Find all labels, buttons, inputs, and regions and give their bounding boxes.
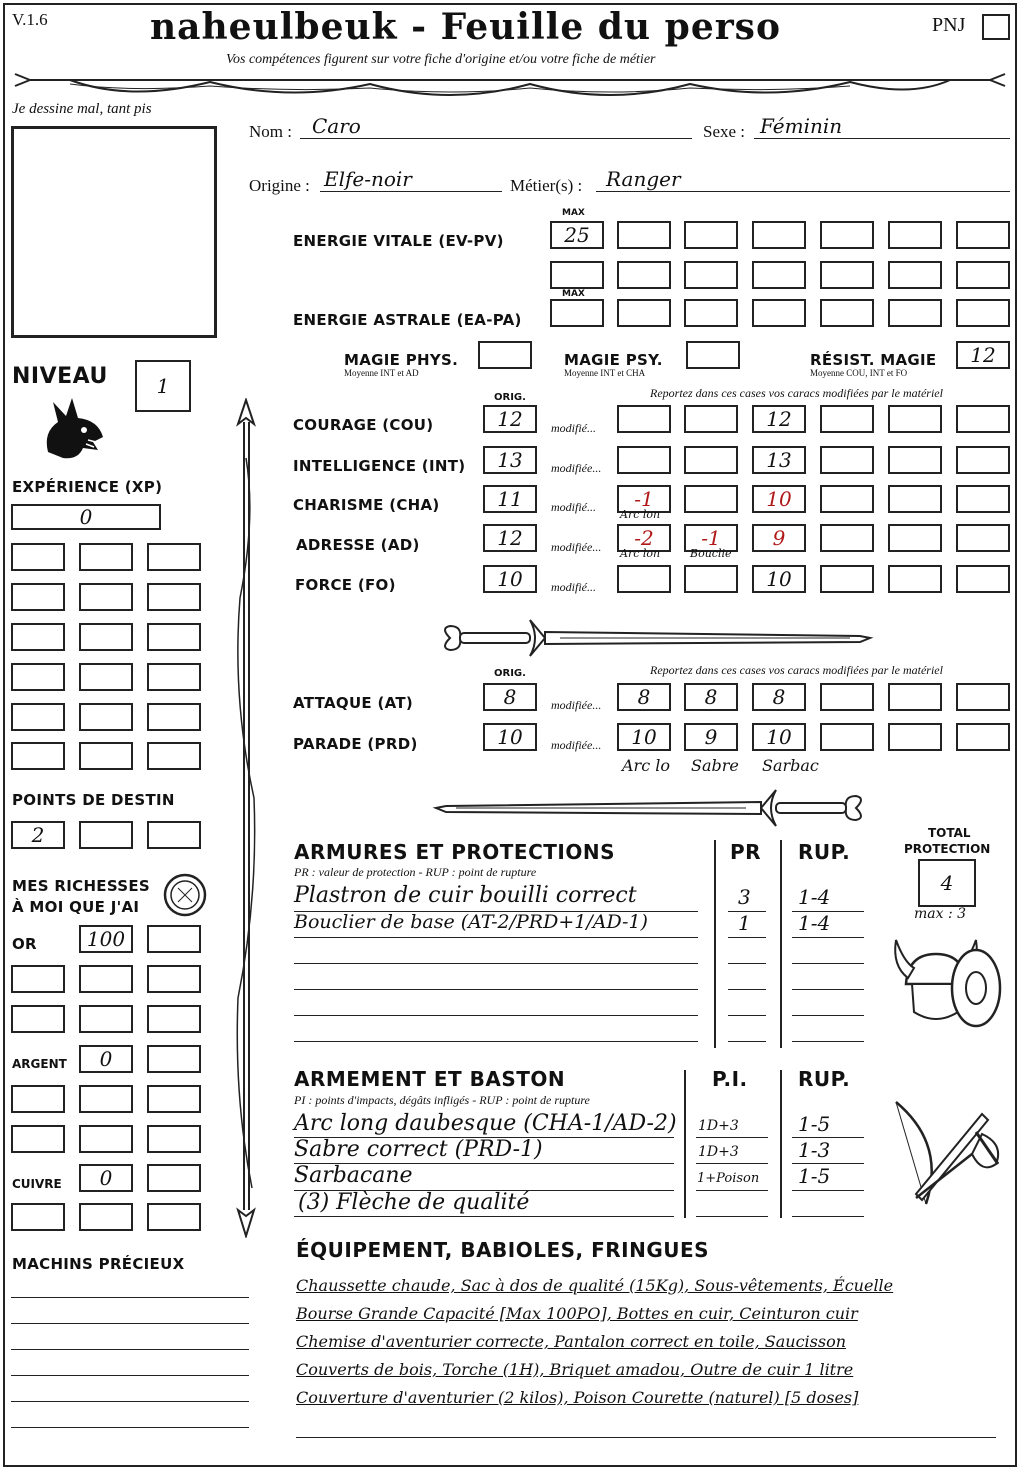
origine-label: Origine :: [249, 176, 310, 195]
charisme-cell[interactable]: [888, 485, 942, 513]
modifiee-label: modifiée...: [551, 461, 602, 475]
cuivre-cell[interactable]: [147, 1164, 201, 1192]
charisme-mod2-field[interactable]: [684, 485, 738, 513]
xp-cell[interactable]: [79, 543, 133, 571]
courage-cell[interactable]: [820, 405, 874, 433]
richesses-label-2: À MOI QUE J'AI: [12, 898, 140, 916]
ea-max-label: MAX: [562, 289, 585, 299]
ev-cell[interactable]: [956, 261, 1010, 289]
armure-line[interactable]: [294, 988, 698, 990]
ev-cell[interactable]: [684, 261, 738, 289]
arme-name[interactable]: Sabre correct (PRD-1): [294, 1137, 543, 1162]
ev-cell[interactable]: [617, 261, 671, 289]
sexe-label: Sexe :: [703, 122, 746, 141]
or-cell[interactable]: [11, 1005, 65, 1033]
armure-line[interactable]: [728, 1040, 766, 1042]
caracs-report-note: Reportez dans ces cases vos caracs modifiées par le matériel: [650, 386, 943, 400]
intelligence-label: INTELLIGENCE (INT): [293, 457, 466, 475]
ea-max-field[interactable]: [550, 299, 604, 327]
arme-line: [792, 1136, 864, 1138]
armures-sub: PR : valeur de protection - RUP : point de rupture: [294, 865, 537, 879]
armure-line: [792, 910, 864, 912]
adresse-mod1-note: Arc lon: [620, 547, 661, 560]
total-protection-field[interactable]: 4: [918, 859, 976, 907]
ev-cell[interactable]: [617, 221, 671, 249]
equipement-line[interactable]: Couverture d'aventurier (2 kilos), Poison Courette (naturel) [5 doses]: [296, 1388, 859, 1407]
modifie-label: modifié...: [551, 500, 596, 514]
machins-line[interactable]: [11, 1426, 249, 1428]
or-label: OR: [12, 935, 37, 953]
adresse-label: ADRESSE (AD): [296, 536, 420, 554]
sword-icon: [430, 612, 876, 664]
charisme-mod1-note: Arc lon: [620, 508, 661, 521]
argent-field[interactable]: 0: [79, 1045, 133, 1073]
weapon-note: Arc lo: [622, 756, 670, 775]
resist-magie-sub: Moyenne COU, INT et FO: [810, 368, 908, 378]
xp-cell[interactable]: [79, 703, 133, 731]
argent-cell[interactable]: [79, 1125, 133, 1153]
cuivre-label: CUIVRE: [12, 1177, 62, 1191]
ev-cell[interactable]: [956, 221, 1010, 249]
destin-field[interactable]: 2: [11, 821, 65, 849]
niveau-label: NIVEAU: [12, 364, 108, 389]
force-orig-field[interactable]: 10: [483, 565, 537, 593]
arme-line: [294, 1215, 674, 1217]
ev-label: ENERGIE VITALE (EV-PV): [293, 232, 504, 250]
intelligence-cell[interactable]: [956, 446, 1010, 474]
armures-col-divider: [714, 840, 716, 1048]
armement-pi-header: P.I.: [712, 1067, 748, 1091]
armure-line[interactable]: [294, 962, 698, 964]
ea-cell[interactable]: [888, 299, 942, 327]
spear-icon: [228, 398, 264, 1238]
armure-line[interactable]: [792, 1014, 864, 1016]
armures-pr-header: PR: [730, 840, 762, 864]
arme-line: [792, 1189, 864, 1191]
armure-line: [294, 910, 698, 912]
arme-line: [696, 1162, 768, 1164]
intelligence-mod3-field[interactable]: 13: [752, 446, 806, 474]
armure-line: [294, 936, 698, 938]
attaque-label: ATTAQUE (AT): [293, 694, 414, 712]
arme-pi[interactable]: 1+Poison: [697, 1171, 760, 1186]
armement-sub: PI : points d'impacts, dégâts infligés - RUP : point de rupture: [294, 1093, 590, 1107]
adresse-cell[interactable]: [956, 524, 1010, 552]
adresse-mod3-field[interactable]: 9: [752, 524, 806, 552]
arme-name[interactable]: (3) Flèche de qualité: [298, 1190, 530, 1215]
force-mod3-field[interactable]: 10: [752, 565, 806, 593]
origine-value[interactable]: Elfe-noir: [324, 167, 412, 191]
armure-line: [728, 936, 766, 938]
courage-label: COURAGE (COU): [293, 416, 434, 434]
experience-field[interactable]: 0: [11, 504, 161, 530]
armure-line[interactable]: [792, 988, 864, 990]
ea-cell[interactable]: [956, 299, 1010, 327]
armement-col-divider: [684, 1070, 686, 1218]
attaque-cell[interactable]: [956, 683, 1010, 711]
attaque-orig-field[interactable]: 8: [483, 683, 537, 711]
ea-cell[interactable]: [617, 299, 671, 327]
armure-pr[interactable]: 3: [738, 885, 751, 909]
equipement-line[interactable]: Chemise d'aventurier correcte, Pantalon correct en toile, Saucisson: [296, 1332, 847, 1351]
charisme-cell[interactable]: [820, 485, 874, 513]
arme-rup[interactable]: 1-5: [798, 1164, 831, 1188]
intelligence-mod1-field[interactable]: [617, 446, 671, 474]
xp-cell[interactable]: [147, 703, 201, 731]
argent-cell[interactable]: [79, 1085, 133, 1113]
arme-line: [696, 1189, 768, 1191]
machins-line[interactable]: [11, 1322, 249, 1324]
argent-cell[interactable]: [147, 1125, 201, 1153]
portrait-box[interactable]: [11, 126, 217, 338]
armement-title: ARMEMENT ET BASTON: [294, 1067, 566, 1091]
arme-line: [294, 1136, 674, 1138]
cuivre-field[interactable]: 0: [79, 1164, 133, 1192]
attaque-mod-field[interactable]: 8: [752, 683, 806, 711]
or-cell[interactable]: [79, 965, 133, 993]
cuivre-cell[interactable]: [11, 1203, 65, 1231]
modifiee-label: modifiée...: [551, 698, 602, 712]
force-cell[interactable]: [820, 565, 874, 593]
intelligence-orig-field[interactable]: 13: [483, 446, 537, 474]
ornament-border-icon: [10, 62, 1010, 112]
arme-line: [294, 1162, 674, 1164]
caracs-orig-label: ORIG.: [494, 392, 526, 403]
ev-max-field[interactable]: 25: [550, 221, 604, 249]
parade-mod-field[interactable]: 9: [684, 723, 738, 751]
arme-rup[interactable]: 1-5: [798, 1112, 831, 1136]
parade-mod-field[interactable]: 10: [752, 723, 806, 751]
armure-pr[interactable]: 1: [738, 911, 751, 935]
niveau-field[interactable]: 1: [135, 360, 191, 412]
total-label-2: PROTECTION: [904, 842, 991, 856]
intelligence-mod2-field[interactable]: [684, 446, 738, 474]
ea-cell[interactable]: [684, 299, 738, 327]
or-cell[interactable]: [11, 965, 65, 993]
destin-cell[interactable]: [147, 821, 201, 849]
crossed-weapons-icon: [886, 1094, 1006, 1212]
armure-line[interactable]: [294, 1040, 698, 1042]
force-mod1-field[interactable]: [617, 565, 671, 593]
parade-cell[interactable]: [888, 723, 942, 751]
armure-line[interactable]: [728, 988, 766, 990]
arme-line: [294, 1189, 674, 1191]
or-cell[interactable]: [147, 1005, 201, 1033]
modifiee-label: modifiée...: [551, 540, 602, 554]
pnj-label: PNJ: [932, 14, 966, 36]
adresse-cell[interactable]: [888, 524, 942, 552]
armure-line[interactable]: [792, 1040, 864, 1042]
arme-name[interactable]: Arc long daubesque (CHA-1/AD-2): [294, 1111, 677, 1136]
force-cell[interactable]: [956, 565, 1010, 593]
intelligence-cell[interactable]: [820, 446, 874, 474]
machins-line[interactable]: [11, 1374, 249, 1376]
xp-cell[interactable]: [147, 543, 201, 571]
xp-cell[interactable]: [11, 583, 65, 611]
equipement-line[interactable]: Couverts de bois, Torche (1H), Briquet amadou, Outre de cuir 1 litre: [296, 1360, 854, 1379]
sheet-subtitle: Vos compétences figurent sur votre fiche d'origine et/ou votre fiche de métier: [226, 52, 656, 67]
armure-name[interactable]: Bouclier de base (AT-2/PRD+1/AD-1): [294, 911, 648, 933]
ea-cell[interactable]: [752, 299, 806, 327]
xp-cell[interactable]: [11, 623, 65, 651]
richesses-label-1: MES RICHESSES: [12, 877, 151, 895]
xp-cell[interactable]: [147, 623, 201, 651]
argent-cell[interactable]: [11, 1085, 65, 1113]
ev-cell[interactable]: [888, 221, 942, 249]
arme-line: [792, 1215, 864, 1217]
force-label: FORCE (FO): [295, 576, 396, 594]
armure-rup[interactable]: 1-4: [798, 911, 831, 935]
armure-rup[interactable]: 1-4: [798, 885, 831, 909]
equipement-line[interactable]: Chaussette chaude, Sac à dos de qualité (15Kg), Sous-vêtements, Écuelle: [296, 1276, 894, 1295]
courage-cell[interactable]: [956, 405, 1010, 433]
xp-cell[interactable]: [147, 663, 201, 691]
armure-line[interactable]: [728, 1014, 766, 1016]
armure-line[interactable]: [792, 962, 864, 964]
modifie-label: modifié...: [551, 580, 596, 594]
machins-line[interactable]: [11, 1296, 249, 1298]
equipement-line[interactable]: [296, 1436, 996, 1438]
xp-cell[interactable]: [11, 543, 65, 571]
armure-line[interactable]: [728, 962, 766, 964]
or-cell[interactable]: [147, 925, 201, 953]
destin-label: POINTS DE DESTIN: [12, 791, 175, 809]
resist-magie-label: RÉSIST. MAGIE: [810, 351, 937, 369]
ev-cell[interactable]: [752, 221, 806, 249]
parade-mod-field[interactable]: 10: [617, 723, 671, 751]
machins-line[interactable]: [11, 1400, 249, 1402]
modifiee-label: modifiée...: [551, 738, 602, 752]
ea-label: ENERGIE ASTRALE (EA-PA): [293, 311, 522, 329]
xp-cell[interactable]: [147, 583, 201, 611]
coin-icon: [162, 872, 208, 918]
xp-cell[interactable]: [11, 742, 65, 770]
courage-mod2-field[interactable]: [684, 405, 738, 433]
magie-phys-field[interactable]: [478, 341, 532, 369]
charisme-orig-field[interactable]: 11: [483, 485, 537, 513]
arme-line: [696, 1136, 768, 1138]
parade-orig-field[interactable]: 10: [483, 723, 537, 751]
ea-cell[interactable]: [820, 299, 874, 327]
adresse-mod1-field[interactable]: -2: [617, 524, 671, 552]
ev-cell[interactable]: [820, 221, 874, 249]
arme-rup[interactable]: 1-3: [798, 1138, 831, 1162]
arme-line: [792, 1162, 864, 1164]
ev-cell[interactable]: [820, 261, 874, 289]
courage-mod3-field[interactable]: 12: [752, 405, 806, 433]
xp-cell[interactable]: [11, 703, 65, 731]
force-mod2-field[interactable]: [684, 565, 738, 593]
pnj-checkbox[interactable]: [982, 14, 1010, 40]
armures-title: ARMURES ET PROTECTIONS: [294, 840, 615, 864]
armure-name[interactable]: Plastron de cuir bouilli correct: [294, 883, 637, 908]
attaque-mod-field[interactable]: 8: [684, 683, 738, 711]
courage-orig-field[interactable]: 12: [483, 405, 537, 433]
courage-mod1-field[interactable]: [617, 405, 671, 433]
total-label-1: TOTAL: [928, 826, 971, 840]
adresse-mod2-note: Bouclie: [690, 547, 732, 560]
argent-label: ARGENT: [12, 1057, 67, 1071]
xp-cell[interactable]: [147, 742, 201, 770]
equipement-line[interactable]: Bourse Grande Capacité [Max 100PO], Bottes en cuir, Ceinturon cuir: [296, 1304, 858, 1323]
magie-psy-field[interactable]: [686, 341, 740, 369]
attaque-cell[interactable]: [888, 683, 942, 711]
arme-line: [696, 1215, 768, 1217]
or-cell[interactable]: [147, 965, 201, 993]
cuivre-cell[interactable]: [147, 1203, 201, 1231]
magie-psy-sub: Moyenne INT et CHA: [564, 368, 646, 378]
modifie-label: modifié...: [551, 421, 596, 435]
armures-rup-header: RUP.: [798, 840, 851, 864]
xp-cell[interactable]: [79, 742, 133, 770]
xp-cell[interactable]: [11, 663, 65, 691]
parade-label: PARADE (PRD): [293, 735, 418, 753]
magie-psy-label: MAGIE PSY.: [564, 351, 663, 369]
courage-cell[interactable]: [888, 405, 942, 433]
parade-cell[interactable]: [820, 723, 874, 751]
weapon-note: Sabre: [691, 756, 739, 775]
xp-cell[interactable]: [79, 583, 133, 611]
destin-cell[interactable]: [79, 821, 133, 849]
machins-label: MACHINS PRÉCIEUX: [12, 1255, 185, 1273]
combat-orig-label: ORIG.: [494, 668, 526, 679]
argent-cell[interactable]: [11, 1125, 65, 1153]
sexe-value[interactable]: Féminin: [760, 114, 843, 138]
nom-value[interactable]: Caro: [312, 114, 361, 138]
combat-report-note: Reportez dans ces cases vos caracs modifiées par le matériel: [650, 663, 943, 677]
charisme-label: CHARISME (CHA): [293, 496, 440, 514]
adresse-mod2-field[interactable]: -1: [684, 524, 738, 552]
armure-line: [728, 910, 766, 912]
ev-cell[interactable]: [684, 221, 738, 249]
sheet-title: naheulbeuk - Feuille du perso: [150, 6, 781, 48]
resist-magie-field[interactable]: 12: [956, 341, 1010, 369]
ev-max-label: MAX: [562, 208, 585, 218]
xp-cell[interactable]: [79, 663, 133, 691]
magie-phys-label: MAGIE PHYS.: [344, 351, 459, 369]
sword-icon: [430, 782, 876, 834]
ev-cell[interactable]: [550, 261, 604, 289]
weapon-note: Sarbac: [762, 756, 819, 775]
viking-helmet-icon: [888, 926, 1006, 1036]
ev-cell[interactable]: [752, 261, 806, 289]
arme-name[interactable]: Sarbacane: [294, 1163, 413, 1188]
adresse-orig-field[interactable]: 12: [483, 524, 537, 552]
or-cell[interactable]: [79, 1005, 133, 1033]
equipement-title: ÉQUIPEMENT, BABIOLES, FRINGUES: [296, 1238, 710, 1262]
armure-line: [792, 936, 864, 938]
charisme-cell[interactable]: [956, 485, 1010, 513]
attaque-cell[interactable]: [820, 683, 874, 711]
version-label: V.1.6: [12, 10, 48, 29]
ev-cell[interactable]: [888, 261, 942, 289]
adresse-cell[interactable]: [820, 524, 874, 552]
metier-value[interactable]: Ranger: [606, 167, 681, 191]
arme-pi[interactable]: 1D+3: [698, 1118, 739, 1134]
machins-line[interactable]: [11, 1348, 249, 1350]
xp-cell[interactable]: [79, 623, 133, 651]
cuivre-cell[interactable]: [79, 1203, 133, 1231]
armures-col-divider: [780, 840, 782, 1048]
armure-line[interactable]: [294, 1014, 698, 1016]
charisme-mod1-field[interactable]: -1: [617, 485, 671, 513]
dragon-head-icon: [38, 392, 108, 464]
magie-phys-sub: Moyenne INT et AD: [344, 368, 419, 378]
experience-label: EXPÉRIENCE (XP): [12, 478, 163, 496]
metier-label: Métier(s) :: [510, 176, 583, 195]
armement-rup-header: RUP.: [798, 1067, 851, 1091]
charisme-mod3-field[interactable]: 10: [752, 485, 806, 513]
argent-cell[interactable]: [147, 1085, 201, 1113]
parade-cell[interactable]: [956, 723, 1010, 751]
total-protection-max: max : 3: [914, 906, 967, 922]
intelligence-cell[interactable]: [888, 446, 942, 474]
argent-cell[interactable]: [147, 1045, 201, 1073]
or-field[interactable]: 100: [79, 925, 133, 953]
portrait-caption: Je dessine mal, tant pis: [12, 101, 152, 117]
force-cell[interactable]: [888, 565, 942, 593]
armement-col-divider: [780, 1070, 782, 1218]
attaque-mod-field[interactable]: 8: [617, 683, 671, 711]
nom-label: Nom :: [249, 122, 292, 141]
arme-pi[interactable]: 1D+3: [698, 1144, 739, 1160]
